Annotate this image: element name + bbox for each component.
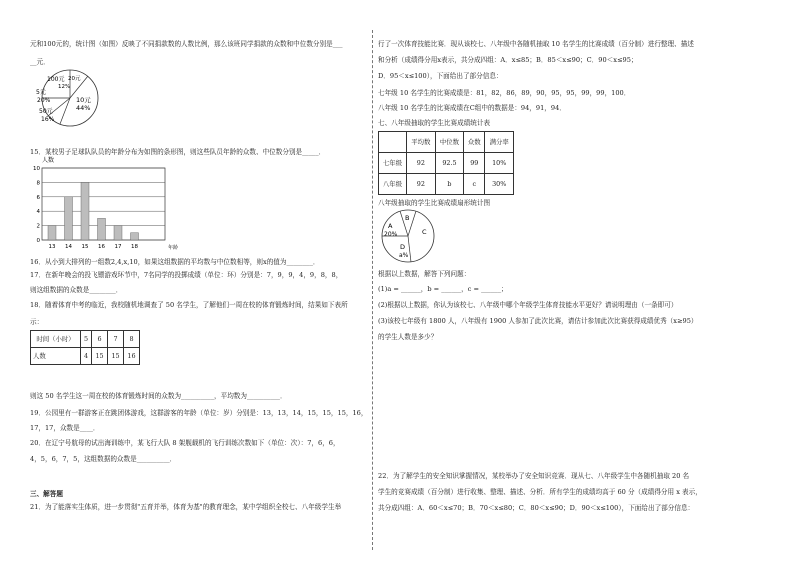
pie2-label: B (405, 214, 410, 222)
bar-15 (81, 182, 89, 240)
table-cell: c (464, 174, 485, 195)
question-21-part3-line1: (3)该校七年级有 1800 人，八年级有 1900 人参加了此次比赛，请估计参加此次比赛获得成绩优秀（x≥95） (378, 317, 698, 325)
table-cell: 99 (464, 153, 485, 174)
table-cell: 4 (81, 348, 92, 365)
question-21-part3-line2: 的学生人数是多少？ (378, 333, 438, 341)
bar-chart-ylabel: 人数 (42, 157, 55, 164)
pie2-label: D (400, 243, 406, 251)
question-17-text-line1: 17．在新年晚会的投飞镖游戏环节中，7名同学的投掷成绩（单位：环）分别是：7，9，9，4，9，8，8， (30, 271, 343, 279)
question-22-text-line2: 学生的竞赛成绩（百分制）进行收集、整理、描述、分析．所有学生的成绩均高于 60 分（成绩得分用 x 表示， (378, 488, 702, 496)
x-tick-label: 17 (114, 244, 122, 250)
y-tick-label: 0 (36, 238, 40, 244)
table-row (379, 153, 514, 174)
x-tick-label: 18 (131, 244, 138, 250)
question-21-text-line3: 和分析（成绩得分用x表示，共分成四组：A．x≤85；B．85＜x≤90；C．90＜x≤95； (378, 56, 638, 64)
bar-18 (131, 233, 139, 240)
table-cell: 人数 (31, 348, 81, 365)
pie2-label: C (422, 228, 427, 236)
y-tick-label: 4 (36, 209, 40, 216)
table-cell: 30% (485, 174, 514, 195)
table-cell: 众数 (464, 132, 485, 153)
pie1-label: 100元 (47, 76, 65, 83)
x-tick-label: 16 (98, 244, 105, 250)
bar-16 (98, 218, 106, 240)
bar-17 (114, 226, 122, 240)
table-cell: 16 (124, 348, 140, 365)
table-row (31, 348, 140, 365)
table-cell: 平均数 (407, 132, 436, 153)
table-cell: 8 (124, 331, 140, 348)
table-cell: 10% (485, 153, 514, 174)
question-21-text-line2: 行了一次体育技能比赛．现从该校七、八年级中各随机抽取 10 名学生的比赛成绩（百分制）进行整理、描述 (378, 40, 694, 48)
x-tick-label: 15 (81, 244, 89, 250)
table-row (379, 132, 514, 153)
question-21-prompt: 根据以上数据，解答下列问题： (378, 270, 471, 278)
grade8-pie-chart (378, 206, 440, 266)
pie1-label: 5元 (36, 89, 46, 96)
y-tick-label: 6 (36, 194, 40, 201)
pie1-label: 44% (76, 104, 91, 112)
question-21-part1: (1)a = ______，b = ______，c = ______； (378, 285, 508, 293)
grade7-scores: 七年级 10 名学生的比赛成绩是：81，82，86，89，90，95，95，99，99，100． (378, 89, 631, 97)
pie1-label: 50元 (39, 108, 53, 115)
x-tick-label: 13 (48, 244, 56, 250)
y-tick-label: 8 (36, 180, 40, 187)
question-14-text-line1: 元和100元的，统计图（如图）反映了不同捐款数的人数比例，那么该班同学捐款的众数和中位数分别是___ (30, 40, 343, 48)
pie1-label: 10元 (76, 96, 91, 104)
pie1-label: 16% (41, 116, 55, 123)
question-19-text-line2: 17，17，众数是____． (30, 424, 100, 432)
pie1-label: 12% (58, 84, 71, 90)
y-tick-label: 2 (36, 223, 40, 230)
section-heading: 三、解答题 (30, 490, 63, 498)
pie2-label: a% (399, 252, 409, 259)
question-22-text-line1: 22．为了解学生的安全知识掌握情况，某校举办了安全知识竞赛．现从七、八年级学生中各随机抽取 20 名 (378, 472, 690, 480)
table-cell: 满分率 (485, 132, 514, 153)
grade-stats-table (378, 131, 514, 195)
bar-13 (48, 226, 56, 240)
question-18-text-line3: 则这 50 名学生这一周在校的体育锻炼时间的众数为__________，平均数为__________． (30, 392, 287, 400)
pie-chart-title: 八年级抽取的学生比赛成绩扇形统计图 (378, 199, 491, 207)
grade8-c-group-scores: 八年级 10 名学生的比赛成绩在C组中的数据是：94，91，94． (378, 104, 566, 112)
question-19-text-line1: 19．公园里有一群游客正在跳团体游戏，这群游客的年龄（单位：岁）分别是：13，13，14，15，15，15，16， (30, 409, 368, 417)
question-21-part2: (2)根据以上数据，你认为该校七、八年级中哪个年级学生体育技能水平更好？请说明理由（一条即可） (378, 301, 678, 309)
question-18-text-line1: 18．随着体育中考的临近，我校随机地调查了 50 名学生，了解他们一周在校的体育锻炼时间，结果如下表所 (30, 301, 348, 309)
question-16-text: 16．从小到大排列的一组数2,4,x,10，如果这组数据的平均数与中位数相等，则x的值为________． (30, 258, 320, 266)
table-row (31, 331, 140, 348)
table-cell: 92 (407, 174, 436, 195)
bar-chart-xlabel: 年龄 (168, 245, 179, 251)
table-cell: 七年级 (379, 153, 407, 174)
table-cell: 15 (92, 348, 108, 365)
question-17-text-line2: 则这组数据的众数是________． (30, 286, 123, 294)
table-cell: 中位数 (435, 132, 464, 153)
table-cell: 时间（小时） (31, 331, 81, 348)
bar-14 (65, 197, 73, 240)
table-row (379, 174, 514, 195)
question-18-text-line2: 示： (30, 318, 44, 326)
table-cell: 八年级 (379, 174, 407, 195)
table-cell: b (435, 174, 464, 195)
table-cell: 92 (407, 153, 436, 174)
x-tick-label: 14 (65, 244, 72, 250)
question-15-text: 15．某校男子足球队队员的年龄分布为如图的条形图，则这些队员年龄的众数、中位数分别是_____． (30, 148, 326, 156)
age-bar-chart (30, 154, 190, 254)
question-22-text-line3: 共分成四组：A．60＜x≤70；B．70＜x≤80；C．80＜x≤90；D．90＜x≤100），下面给出了部分信息： (378, 504, 695, 512)
table-cell: 15 (108, 348, 124, 365)
question-21-text-line1: 21．为了能落实生体质，进一步贯彻"五育并举，体育为基"的教育理念，某中学组织全校七、八年级学生举 (30, 503, 342, 511)
question-20-text-line1: 20．在辽宁号航母的试出海训练中，某飞行大队 8 架舰载机的飞行训练次数如下（单位：次）：7，6，6， (30, 439, 340, 447)
column-divider (372, 30, 373, 550)
pie2-label: A (388, 222, 393, 230)
table-cell (379, 132, 407, 153)
y-tick-label: 10 (33, 166, 40, 172)
question-14-text-line2: __元． (30, 58, 50, 66)
table-cell: 92.5 (435, 153, 464, 174)
table-cell: 5 (81, 331, 92, 348)
pie1-label: 20元 (68, 76, 81, 82)
donation-pie-chart (32, 66, 102, 130)
question-21-text-line4: D．95＜x≤100），下面给出了部分信息： (378, 72, 503, 80)
stats-table-title: 七、八年级抽取的学生比赛成绩统计表 (378, 119, 491, 127)
table-cell: 6 (92, 331, 108, 348)
pie2-label: 20% (384, 231, 398, 238)
question-20-text-line2: 4，5，6，7，5，这组数据的众数是__________． (30, 455, 177, 463)
table-cell: 7 (108, 331, 124, 348)
pie1-label: 20% (37, 97, 51, 104)
exercise-time-table (30, 330, 140, 365)
